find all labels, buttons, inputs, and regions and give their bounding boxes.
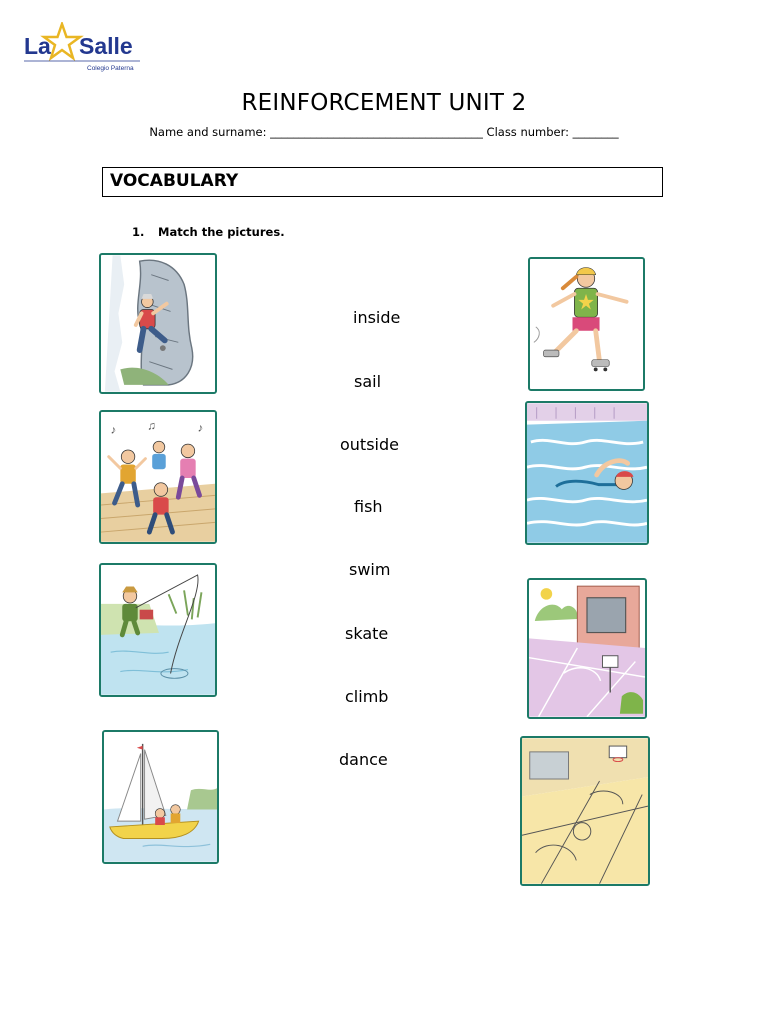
word-item: fish <box>354 497 383 516</box>
logo-brand-left: La <box>24 33 51 59</box>
svg-text:♪: ♪ <box>110 424 117 437</box>
name-blank[interactable]: _____________________________________ <box>270 125 483 139</box>
school-logo <box>22 22 147 74</box>
logo-brand-right: Salle <box>79 33 133 59</box>
exercise-instruction <box>132 225 285 239</box>
indoor-court-illustration <box>522 738 648 884</box>
outside-court-picture[interactable] <box>527 578 647 719</box>
word-item: sail <box>354 372 382 391</box>
name-label: Name and surname: <box>149 125 267 139</box>
word-item: inside <box>353 308 401 327</box>
class-blank[interactable]: ________ <box>572 125 619 139</box>
exercise-text: Match the pictures. <box>158 225 285 239</box>
section-header-box <box>102 167 663 197</box>
swim-picture[interactable] <box>525 401 649 545</box>
climb-picture[interactable] <box>99 253 217 394</box>
svg-text:♪: ♪ <box>197 422 204 435</box>
swimmer-illustration <box>527 403 647 543</box>
dancers-illustration <box>101 412 215 542</box>
svg-text:♫: ♫ <box>147 420 157 433</box>
word-item: climb <box>345 687 389 706</box>
name-class-line <box>0 125 768 139</box>
word-item: swim <box>349 560 391 579</box>
skate-picture[interactable] <box>528 257 645 391</box>
outdoor-court-illustration <box>529 580 645 717</box>
logo-subtitle: Colegio Paterna <box>87 65 134 72</box>
section-title: VOCABULARY <box>110 171 239 191</box>
skater-illustration <box>530 259 643 389</box>
dance-picture[interactable] <box>99 410 217 544</box>
word-item: outside <box>340 435 399 454</box>
sailboat-illustration <box>104 732 217 862</box>
word-item: skate <box>345 624 389 643</box>
page-title: REINFORCEMENT UNIT 2 <box>241 90 527 116</box>
sail-picture[interactable] <box>102 730 219 864</box>
inside-court-picture[interactable] <box>520 736 650 886</box>
fish-picture[interactable] <box>99 563 217 697</box>
word-item: dance <box>339 750 388 769</box>
exercise-number: 1. <box>132 225 145 239</box>
class-label: Class number: <box>486 125 570 139</box>
fishing-illustration <box>101 565 215 695</box>
climber-illustration <box>101 255 215 392</box>
